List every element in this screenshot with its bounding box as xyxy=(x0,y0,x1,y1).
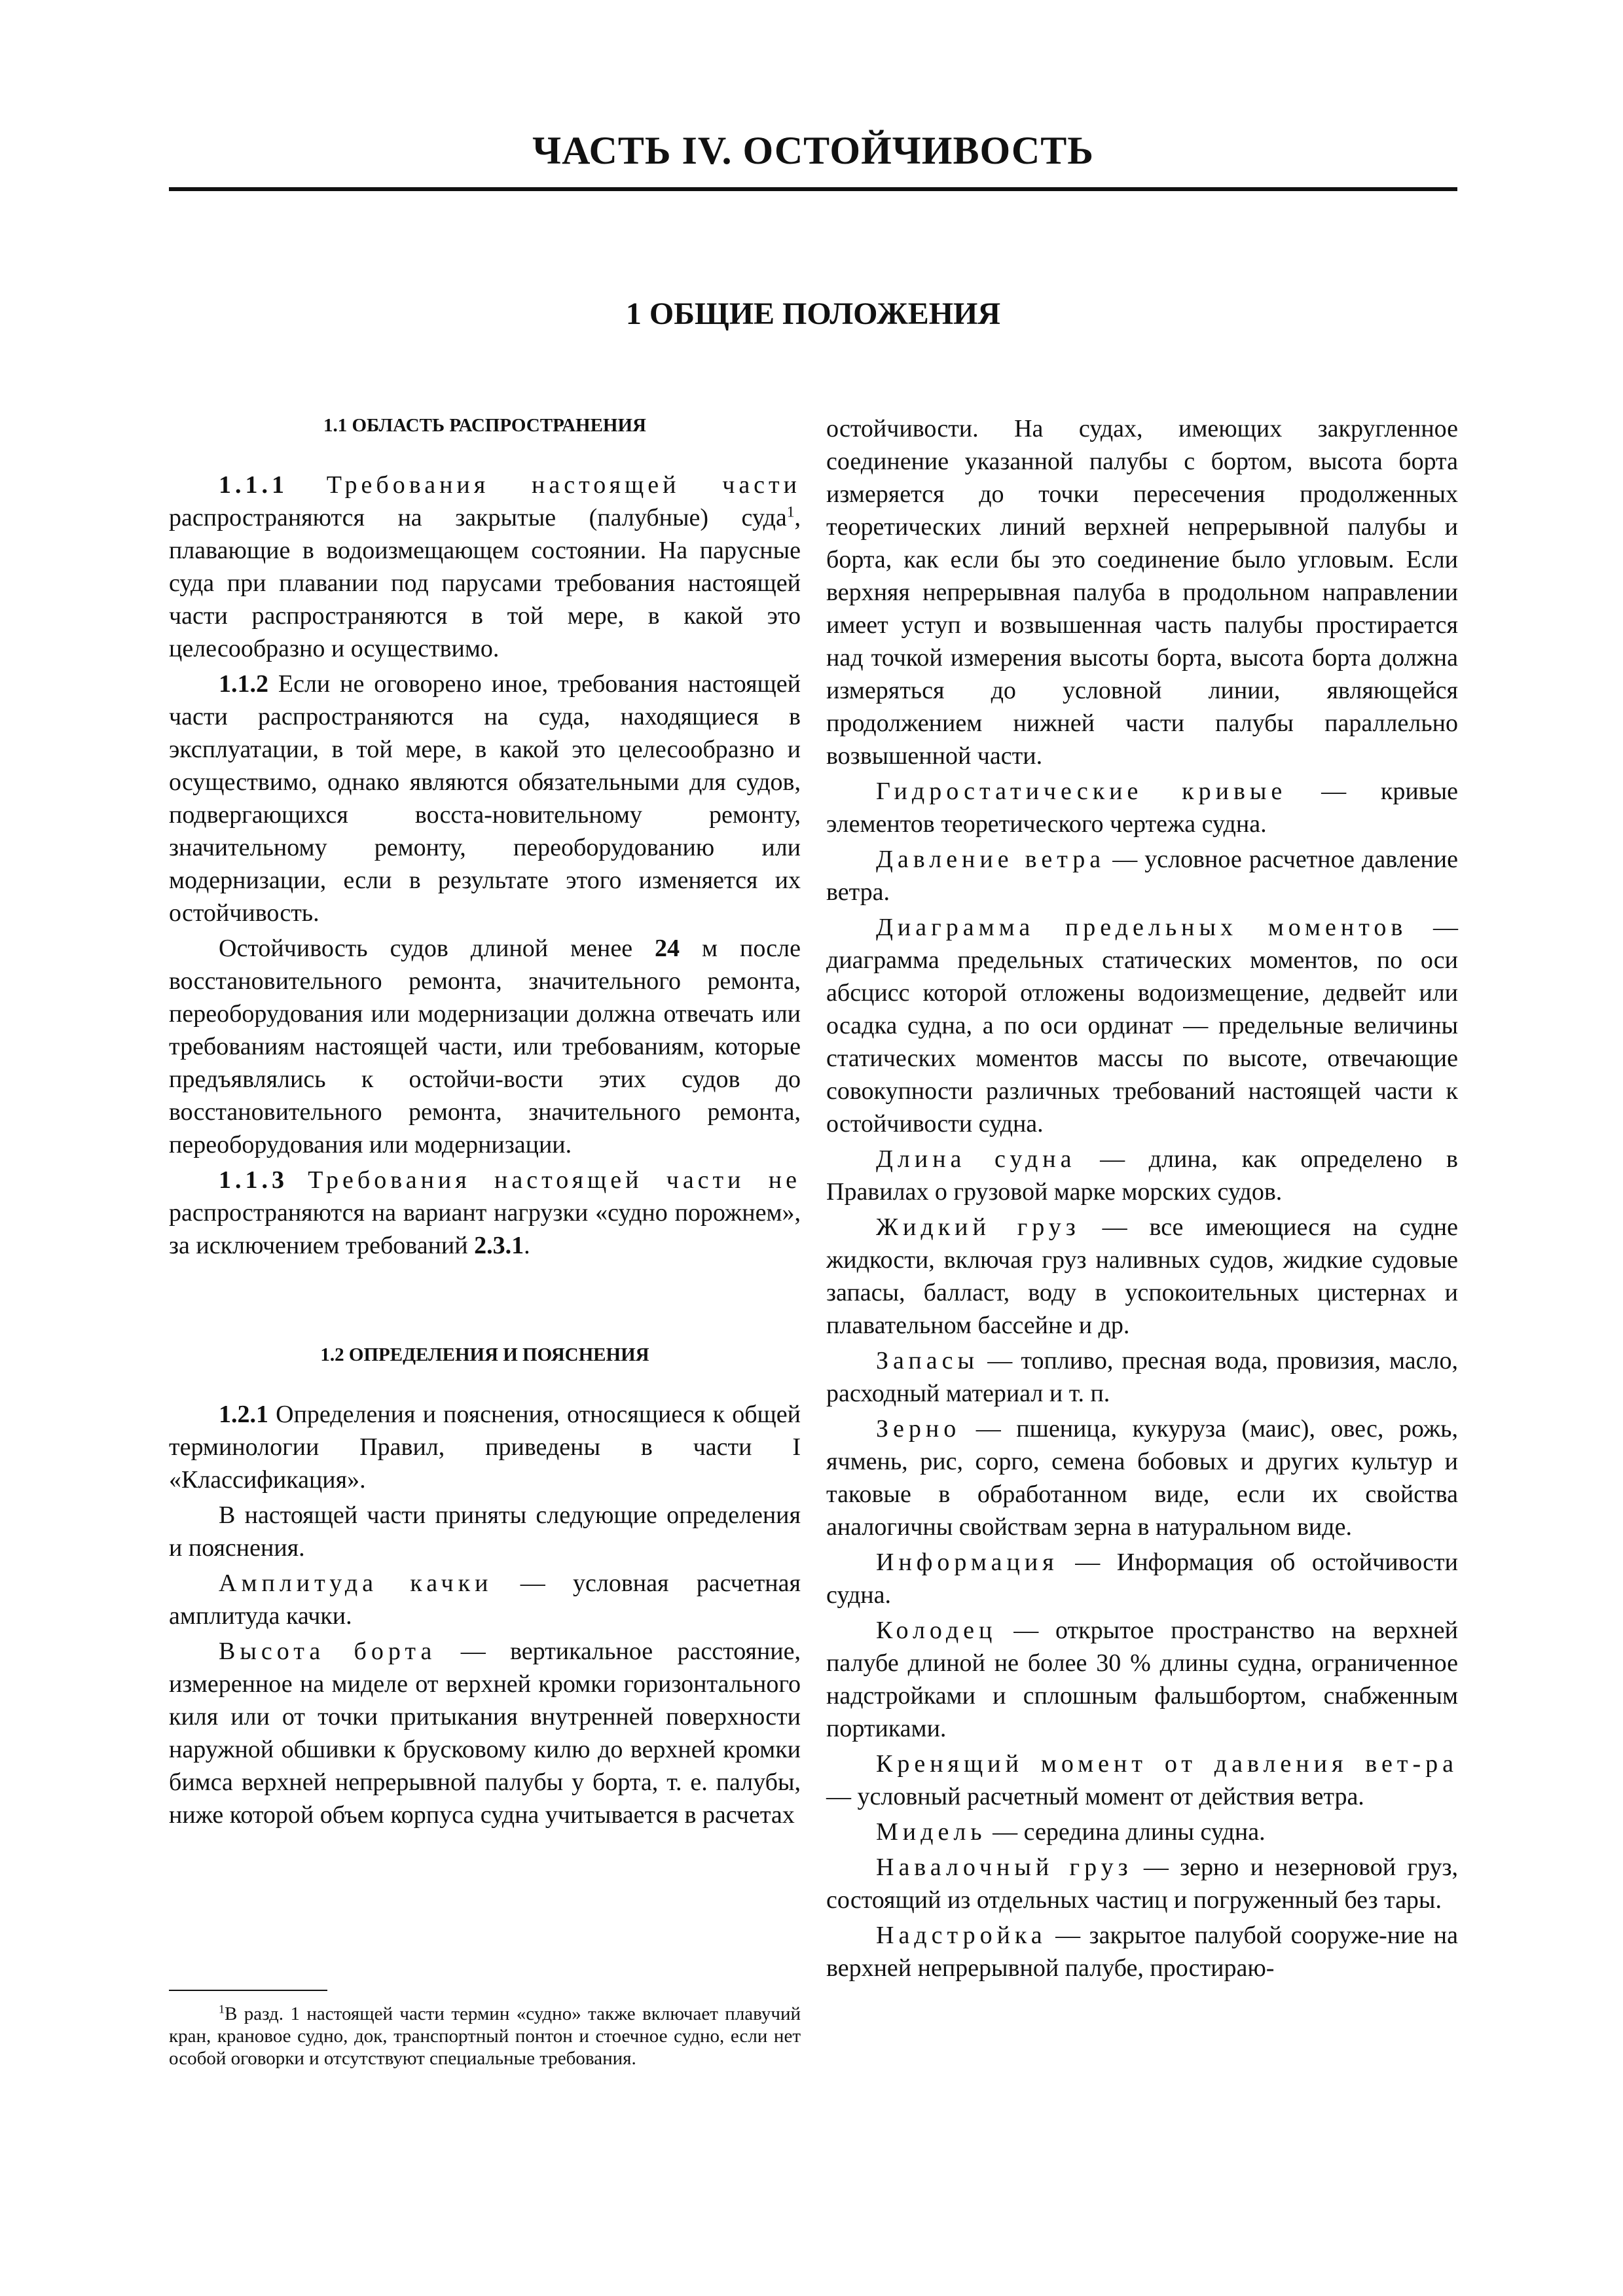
definition-term: Кренящий момент от давления вет-ра xyxy=(876,1750,1458,1778)
paragraph-1-2-1-intro: В настоящей части приняты следующие определения и пояснения. xyxy=(169,1501,801,1562)
title-rule xyxy=(169,187,1457,191)
definition-liquid-cargo: Жидкий груз — все имеющиеся на судне жидкости, включая груз наливных судов, жидкие судовые запасы, балласт, воду в успокоительных цистернах и плавательном бассейне и др. xyxy=(826,1213,1458,1339)
paragraph-1-1-2: 1.1.2 Если не оговорено иное, требования настоящей части распространяются на суда, находящиеся в эксплуатации, в той мере, в какой это целесообразно и осуществимо, однако являются обязательными для судов, подвергающихся восста-новительному ремонту, значительному ремонту, переоборудованию или модернизации, если в результате этого изменяется их остойчивость. xyxy=(169,670,801,927)
paragraph-1-1-2-continued: Остойчивость судов длиной менее 24 м после восстановительного ремонта, значительного ремонта, переоборудования или модернизации должна отвечать или требованиям настоящей части, или требованиям, которые предъявлялись к остойчи-вости этих судов до восстановительного ремонта, значительного ремонта, переоборудования или модернизации. xyxy=(169,935,801,1158)
clause-number: 1.1.1 xyxy=(219,471,288,499)
definition-midship: Мидель — середина длины судна. xyxy=(876,1818,1266,1846)
subsection-heading-1-2: 1.2 ОПРЕДЕЛЕНИЯ И ПОЯСНЕНИЯ xyxy=(320,1344,649,1365)
definition-term: Информация xyxy=(876,1549,1059,1576)
definition-bulk-cargo: Навалочный груз — зерно и незерновой груз, состоящий из отдельных частиц и погруженный без тары. xyxy=(826,1854,1458,1914)
left-column xyxy=(169,412,801,1831)
definition-term: Колодец xyxy=(876,1617,997,1644)
definition-grain: Зерно — пшеница, кукуруза (маис), овес, рожь, ячмень, рис, сорго, семена бобовых и других культур и таковые в обработанном виде, если их свойства аналогичны свойствам зерна в натуральном виде. xyxy=(826,1415,1458,1541)
section-title: 1 ОБЩИЕ ПОЛОЖЕНИЯ xyxy=(625,296,1001,331)
definition-term: Амплитуда качки xyxy=(219,1570,493,1597)
definition-superstructure: Надстройка — закрытое палубой сооруже-ние на верхней непрерывной палубе, простираю- xyxy=(826,1922,1458,1982)
definition-term: Зерно xyxy=(876,1415,961,1443)
clause-number: 1.1.2 xyxy=(219,670,268,698)
clause-number: 1.1.3 xyxy=(219,1166,288,1194)
definition-term: Жидкий груз xyxy=(876,1213,1080,1241)
definition-information: Информация — Информация об остойчивости судна. xyxy=(826,1549,1458,1609)
paragraph-1-1-3: 1.1.3 Требования настоящей части не распространяются на вариант нагрузки «судно порожнем», за исключением требований 2.3.1. xyxy=(169,1166,801,1259)
paragraph-1-2-1: 1.2.1 Определения и пояснения, относящиеся к общей терминологии Правил, приведены в части I «Классификация». xyxy=(169,1401,801,1494)
definition-moment-diagram: Диаграмма предельных моментов — диаграмма предельных статических моментов, по оси абсцисс которой отложены водоизмещение, дедвейт или осадка судна, а по оси ординат — предельные величины статических моментов массы по высоте, отвечающие совокупности различных требований настоящей части к остойчивости судна. xyxy=(826,914,1458,1138)
definition-depth: Высота борта — вертикальное расстояние, измеренное на миделе от верхней кромки горизонтального киля или от точки притыкания внутренней поверхности наружной обшивки к брусковому килю до верхней кромки бимса верхней непрерывной палубы у борта, т. е. палубы, ниже которой объем корпуса судна учитывается в расчетах xyxy=(169,1638,801,1829)
definition-hydrostatic-curves: Гидростатические кривые — кривые элементов теоретического чертежа судна. xyxy=(826,778,1458,838)
right-column xyxy=(826,412,1458,1984)
footnote-rule xyxy=(169,1990,327,1991)
definition-term: Длина судна xyxy=(876,1145,1076,1173)
definition-term: Диаграмма предельных моментов xyxy=(876,914,1408,941)
subsection-heading-1-1: 1.1 ОБЛАСТЬ РАСПРОСТРАНЕНИЯ xyxy=(323,415,646,436)
definition-wind-pressure: Давление ветра — условное расчетное давление ветра. xyxy=(826,846,1459,906)
definition-stores: Запасы — топливо, пресная вода, провизия, масло, расходный материал и т. п. xyxy=(826,1347,1458,1407)
depth-continuation: остойчивости. На судах, имеющих закругленное соединение указанной палубы с бортом, высота борта измеряется до точки пересечения продолженных теоретических линий верхней непрерывной палубы и борта, как если бы это соединение было угловым. Если верхняя непрерывная палуба в продольном направлении имеет уступ и возвышенная часть палубы простирается над точкой измерения высоты борта, высота борта должна измеряться до условной линии, являющейся продолжением нижней части палубы параллельно возвышенной части. xyxy=(826,415,1458,770)
footnote-marker: 1 xyxy=(219,2002,225,2016)
paragraph-1-1-1: 1.1.1 Требования настоящей части распространяются на закрытые (палубные) суда$^1$, плавающие в водоизмещающем состоянии. На парусные суда при плавании под парусами требования настоящей части распространяются в той мере, в какой это целесообразно и осуществимо. xyxy=(169,471,801,662)
definition-term: Высота борта xyxy=(219,1638,437,1665)
definition-amplitude: Амплитуда качки — условная расчетная амплитуда качки. xyxy=(169,1570,801,1630)
definition-ship-length: Длина судна — длина, как определено в Правилах о грузовой марке морских судов. xyxy=(826,1145,1458,1206)
definition-term: Надстройка xyxy=(876,1922,1047,1949)
footnote-marker: 1 xyxy=(786,503,795,521)
definition-term: Гидростатические кривые xyxy=(876,778,1287,805)
definition-term: Запасы xyxy=(876,1347,979,1374)
definition-term: Навалочный груз xyxy=(876,1854,1133,1881)
definition-term: Мидель xyxy=(876,1818,987,1846)
definition-heeling-moment: Кренящий момент от давления вет-ра — условный расчетный момент от действия ветра. xyxy=(826,1750,1458,1810)
part-title: ЧАСТЬ IV. ОСТОЙЧИВОСТЬ xyxy=(532,129,1094,172)
definition-well: Колодец — открытое пространство на верхней палубе длиной не более 30 % длины судна, ограниченное надстройками и сплошным фальшбортом, снабженным портиками. xyxy=(826,1617,1458,1742)
footnote: $^1$В разд. 1 настоящей части термин «судно» также включает плавучий кран, крановое судно, док, транспортный понтон и стоечное судно, если нет особой оговорки и отсутствуют специальные требования. xyxy=(169,2002,801,2069)
clause-number: 1.2.1 xyxy=(219,1401,268,1428)
definition-term: Давление ветра xyxy=(876,846,1106,873)
